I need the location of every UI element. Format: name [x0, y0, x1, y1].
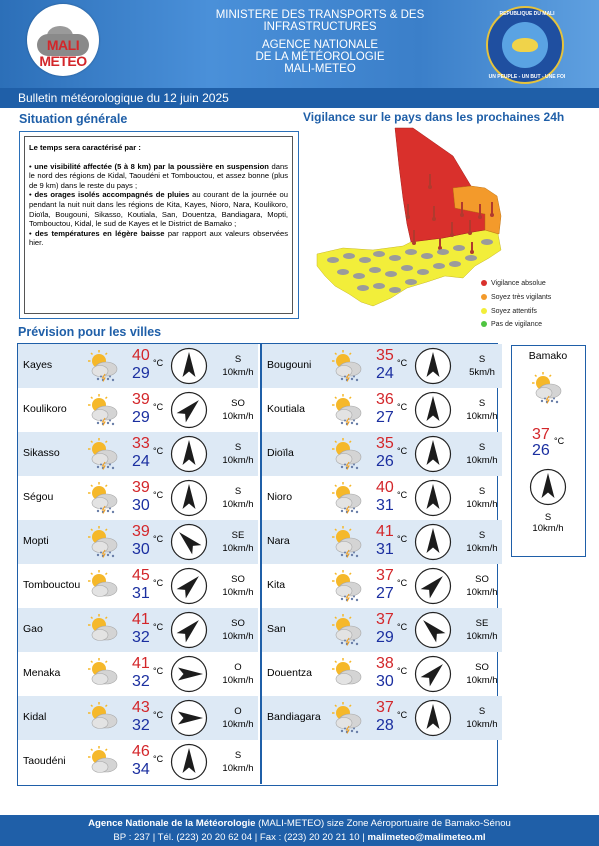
wind-compass-icon: [170, 435, 208, 473]
temp-max: 40: [376, 479, 394, 496]
temp-min: 27: [376, 409, 394, 426]
wind-direction: O: [234, 662, 242, 673]
wind-speed: 10km/h: [466, 631, 498, 642]
sun-cloud-icon: [86, 658, 120, 690]
temp-unit: °C: [397, 490, 408, 500]
temp-max: 39: [132, 523, 150, 540]
temp-max: 41: [132, 655, 150, 672]
red-dot-icon: [481, 280, 487, 286]
city-name: Nioro: [267, 491, 293, 503]
bamako-unit: °C: [554, 436, 565, 446]
temp-max: 33: [132, 435, 150, 452]
temp-min: 32: [132, 717, 150, 734]
temp-unit: °C: [153, 622, 164, 632]
sun-cloud-rain-icon: [330, 350, 364, 382]
forecast-row: [18, 564, 258, 608]
forecast-row: [262, 564, 502, 608]
sun-cloud-rain-icon: [86, 482, 120, 514]
forecast-table: [17, 343, 498, 786]
temp-min: 24: [132, 453, 150, 470]
wind-direction: S: [234, 442, 242, 453]
temp-max: 37: [376, 611, 394, 628]
wind-speed: 10km/h: [466, 455, 498, 466]
temp-min: 24: [376, 365, 394, 382]
wind-direction: S: [234, 354, 242, 365]
forecast-row: [18, 520, 258, 564]
city-name: Bandiagara: [267, 711, 321, 723]
legend-absolute: Vigilance absolue: [481, 280, 546, 287]
wind-direction: S: [478, 486, 486, 497]
sun-cloud-icon: [330, 658, 364, 690]
bamako-wind-speed: 10km/h: [532, 523, 564, 534]
wind-speed: 10km/h: [466, 411, 498, 422]
situation-box: [19, 131, 299, 319]
wind-direction: S: [234, 750, 242, 761]
sun-cloud-rain-icon: [86, 350, 120, 382]
wind-compass-icon: [170, 347, 208, 385]
wind-compass-icon: [170, 655, 208, 693]
situation-text: [24, 136, 293, 314]
forecast-row: [262, 696, 502, 740]
situation-intro: Le temps sera caractérisé par :: [29, 143, 141, 152]
city-name: Dioïla: [267, 447, 294, 459]
city-name: Bougouni: [267, 359, 312, 371]
sun-cloud-rain-icon: [330, 394, 364, 426]
wind-compass-icon: [414, 523, 452, 561]
sun-cloud-rain-icon: [330, 702, 364, 734]
wind-speed: 10km/h: [222, 763, 254, 774]
situation-title: Situation générale: [19, 112, 128, 126]
wind-speed: 10km/h: [222, 499, 254, 510]
city-name: Douentza: [267, 667, 312, 679]
sun-cloud-rain-icon: [330, 614, 364, 646]
wind-speed: 10km/h: [222, 411, 254, 422]
wind-direction: SO: [475, 574, 489, 585]
forecast-row: [262, 652, 502, 696]
wind-speed: 5km/h: [469, 367, 495, 378]
temp-unit: °C: [153, 754, 164, 764]
wind-compass-icon: [529, 468, 567, 506]
wind-compass-icon: [414, 699, 452, 737]
sun-cloud-rain-icon: [86, 526, 120, 558]
city-name: San: [267, 623, 286, 635]
yellow-dot-icon: [481, 308, 487, 314]
wind-compass-icon: [414, 567, 452, 605]
city-name: Koutiala: [267, 403, 305, 415]
temp-unit: °C: [153, 446, 164, 456]
bulletin-bar: [0, 88, 599, 108]
temp-min: 31: [132, 585, 150, 602]
wind-direction: S: [478, 706, 486, 717]
temp-min: 29: [376, 629, 394, 646]
temp-min: 26: [376, 453, 394, 470]
sun-cloud-icon: [86, 746, 120, 778]
sun-cloud-rain-icon: [86, 438, 120, 470]
sun-cloud-icon: [86, 702, 120, 734]
temp-min: 30: [132, 497, 150, 514]
temp-unit: °C: [153, 534, 164, 544]
wind-speed: 10km/h: [222, 631, 254, 642]
wind-speed: 10km/h: [222, 587, 254, 598]
wind-compass-icon: [170, 611, 208, 649]
wind-direction: O: [234, 706, 242, 717]
sun-cloud-rain-icon: [330, 526, 364, 558]
wind-compass-icon: [414, 435, 452, 473]
temp-max: 39: [132, 479, 150, 496]
temp-max: 43: [132, 699, 150, 716]
wind-direction: SO: [231, 398, 245, 409]
temp-max: 35: [376, 435, 394, 452]
temp-unit: °C: [397, 446, 408, 456]
email-link[interactable]: malimeteo@malimeteo.ml: [367, 832, 486, 843]
wind-direction: SE: [231, 530, 245, 541]
situation-item-3: • des températures en légère baisse par rapport aux valeurs observées hier.: [29, 228, 289, 248]
city-name: Kidal: [23, 711, 47, 723]
forecast-row: [262, 344, 502, 388]
city-name: Nara: [267, 535, 290, 547]
temp-unit: °C: [397, 622, 408, 632]
temp-min: 32: [132, 629, 150, 646]
forecast-row: [262, 608, 502, 652]
temp-min: 31: [376, 497, 394, 514]
wind-compass-icon: [170, 523, 208, 561]
orange-dot-icon: [481, 294, 487, 300]
temp-unit: °C: [153, 710, 164, 720]
city-name: Gao: [23, 623, 43, 635]
forecast-row: [18, 740, 258, 784]
wind-direction: SO: [231, 618, 245, 629]
agency-line-2: DE LA MÉTÉOROLOGIE: [255, 51, 385, 63]
temp-min: 30: [376, 673, 394, 690]
wind-speed: 10km/h: [222, 675, 254, 686]
temp-unit: °C: [153, 402, 164, 412]
bamako-temp-max: 37: [532, 426, 550, 443]
forecast-row: [18, 388, 258, 432]
republic-seal: [486, 6, 564, 84]
city-name: Koulikoro: [23, 403, 67, 415]
sun-cloud-rain-icon: [330, 570, 364, 602]
temp-max: 35: [376, 347, 394, 364]
temp-max: 41: [376, 523, 394, 540]
forecast-row: [18, 608, 258, 652]
wind-direction: S: [478, 398, 486, 409]
header-banner: [0, 0, 599, 88]
temp-unit: °C: [397, 402, 408, 412]
wind-compass-icon: [414, 391, 452, 429]
city-name: Taoudéni: [23, 755, 66, 767]
wind-direction: SE: [475, 618, 489, 629]
city-name: Mopti: [23, 535, 49, 547]
seal-bottom-text: UN PEUPLE - UN BUT - UNE FOI: [488, 74, 566, 80]
temp-min: 31: [376, 541, 394, 558]
wind-speed: 10km/h: [466, 675, 498, 686]
temp-unit: °C: [153, 666, 164, 676]
city-name: Kayes: [23, 359, 53, 371]
sun-cloud-rain-icon: [330, 482, 364, 514]
wind-direction: S: [478, 354, 486, 365]
temp-unit: °C: [397, 710, 408, 720]
bamako-temp-min: 26: [532, 442, 550, 459]
header-text: [200, 9, 440, 75]
forecast-row: [262, 520, 502, 564]
sun-cloud-rain-icon: [530, 372, 564, 404]
temp-max: 46: [132, 743, 150, 760]
wind-compass-icon: [414, 347, 452, 385]
forecast-row: [18, 696, 258, 740]
temp-min: 29: [132, 365, 150, 382]
sun-cloud-icon: [86, 570, 120, 602]
wind-speed: 10km/h: [466, 543, 498, 554]
temp-unit: °C: [153, 358, 164, 368]
footer-line-2: BP : 237 | Tél. (223) 20 20 62 04 | Fax : (223) 20 20 21 10 | malimeteo@malimeteo.ml: [113, 832, 486, 843]
forecast-row: [18, 652, 258, 696]
wind-compass-icon: [170, 699, 208, 737]
mali-meteo-logo: [27, 4, 99, 76]
wind-speed: 10km/h: [222, 367, 254, 378]
wind-speed: 10km/h: [222, 543, 254, 554]
temp-max: 40: [132, 347, 150, 364]
wind-compass-icon: [170, 479, 208, 517]
forecast-title: Prévision pour les villes: [18, 325, 162, 339]
situation-item-1: • une visibilité affectée (5 à 8 km) par la poussière en suspension dans le nord des régions de Kidal, Taoudéni et Tombouctou, et assez bonne (plus de 9 km) dans le reste du pays ;: [29, 161, 288, 190]
vigilance-title: Vigilance sur le pays dans les prochaines 24h: [303, 110, 565, 124]
temp-unit: °C: [153, 578, 164, 588]
city-name: Sikasso: [23, 447, 60, 459]
sun-cloud-rain-icon: [330, 438, 364, 470]
wind-speed: 10km/h: [466, 719, 498, 730]
temp-min: 30: [132, 541, 150, 558]
temp-unit: °C: [397, 666, 408, 676]
temp-unit: °C: [397, 578, 408, 588]
city-name: Tombouctou: [23, 579, 81, 591]
temp-max: 37: [376, 567, 394, 584]
forecast-row: [262, 432, 502, 476]
temp-min: 34: [132, 761, 150, 778]
wind-compass-icon: [170, 743, 208, 781]
bamako-wind-direction: S: [544, 512, 552, 523]
bulletin-title: Bulletin météorologique du 12 juin 2025: [18, 91, 229, 105]
wind-direction: S: [478, 442, 486, 453]
wind-speed: 10km/h: [222, 455, 254, 466]
legend-very-vigilant: Soyez très vigilants: [481, 294, 551, 301]
temp-min: 32: [132, 673, 150, 690]
forecast-row: [262, 476, 502, 520]
bamako-card: [511, 345, 586, 557]
temp-min: 28: [376, 717, 394, 734]
sun-cloud-rain-icon: [86, 394, 120, 426]
situation-item-2: • des orages isolés accompagnés de pluies au courant de la journée ou pendant la nuit nuit dans les régions de Kita, Kayes, Nioro, Nara, Koulikoro, Dioïla, Bougouni, Sikasso, Koutiala, San, Douentza, Bandiagara, Mopti, Tombouctou, Kidal, le sud de Kayes et le District de Bamako ;: [29, 190, 288, 229]
seal-top-text: REPUBLIQUE DU MALI: [499, 11, 555, 17]
wind-speed: 10km/h: [222, 719, 254, 730]
footer-line-1: Agence Nationale de la Météorologie (MALI-METEO) size Zone Aéroportuaire de Bamako-Sénou: [88, 818, 511, 829]
temp-max: 38: [376, 655, 394, 672]
forecast-row: [18, 344, 258, 388]
forecast-row: [18, 432, 258, 476]
temp-min: 29: [132, 409, 150, 426]
map-region-absolute: [395, 128, 485, 242]
green-dot-icon: [481, 321, 487, 327]
legend-attentive: Soyez attentifs: [481, 308, 537, 315]
temp-max: 41: [132, 611, 150, 628]
footer: [0, 815, 599, 846]
temp-max: 45: [132, 567, 150, 584]
temp-unit: °C: [397, 534, 408, 544]
wind-speed: 10km/h: [466, 587, 498, 598]
bamako-city: Bamako: [528, 350, 568, 362]
temp-max: 36: [376, 391, 394, 408]
logo-text: MALI METEO: [39, 37, 87, 69]
sun-cloud-icon: [86, 614, 120, 646]
wind-compass-icon: [414, 611, 452, 649]
temp-min: 27: [376, 585, 394, 602]
legend-no-vigilance: Pas de vigilance: [481, 321, 542, 328]
temp-unit: °C: [397, 358, 408, 368]
temp-max: 37: [376, 699, 394, 716]
wind-direction: SO: [475, 662, 489, 673]
forecast-row: [262, 388, 502, 432]
wind-speed: 10km/h: [466, 499, 498, 510]
wind-compass-icon: [414, 655, 452, 693]
temp-max: 39: [132, 391, 150, 408]
wind-compass-icon: [170, 391, 208, 429]
temp-unit: °C: [153, 490, 164, 500]
city-name: Menaka: [23, 667, 61, 679]
wind-direction: S: [478, 530, 486, 541]
city-name: Kita: [267, 579, 286, 591]
agency-line-1: AGENCE NATIONALE: [261, 39, 379, 51]
wind-direction: SO: [231, 574, 245, 585]
forecast-row: [18, 476, 258, 520]
wind-compass-icon: [414, 479, 452, 517]
agency-line-3: MALI-METEO: [284, 63, 356, 75]
city-name: Ségou: [23, 491, 54, 503]
ministry-name: MINISTERE DES TRANSPORTS & DES INFRASTRUCTURES: [215, 9, 425, 33]
wind-compass-icon: [170, 567, 208, 605]
wind-direction: S: [234, 486, 242, 497]
